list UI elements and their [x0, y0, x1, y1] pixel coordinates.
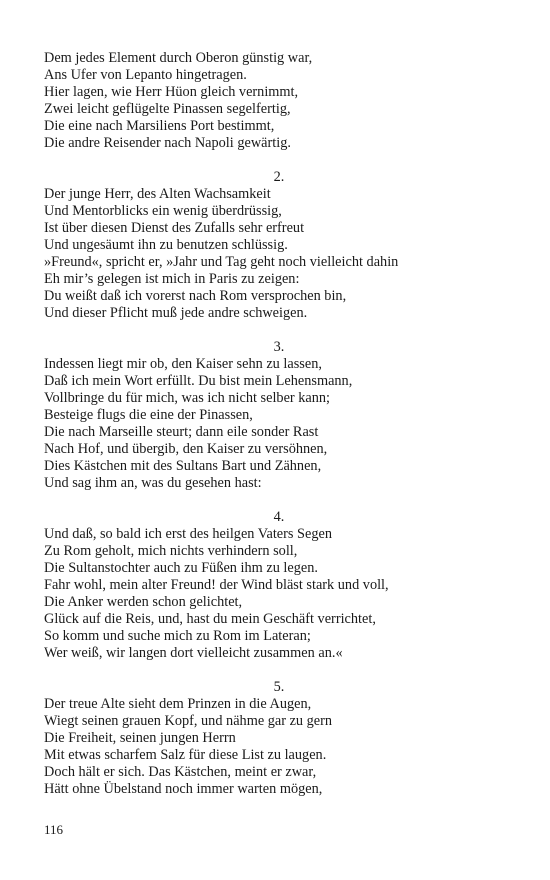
poem-text: [44, 50, 514, 798]
verse-line: Fahr wohl, mein alter Freund! der Wind bläst stark und voll,: [44, 577, 389, 593]
stanza-number: 5.: [273, 679, 285, 695]
stanza-number: 4.: [273, 509, 285, 525]
verse-line: Und sag ihm an, was du gesehen hast:: [44, 475, 262, 491]
verse-line: Der treue Alte sieht dem Prinzen in die Augen,: [44, 696, 312, 712]
verse-line: Die nach Marseille steurt; dann eile sonder Rast: [44, 424, 319, 440]
verse-line: Nach Hof, und übergib, den Kaiser zu versöhnen,: [44, 441, 328, 457]
verse-line: Doch hält er sich. Das Kästchen, meint er zwar,: [44, 764, 317, 780]
verse-line: Und ungesäumt ihn zu benutzen schlüssig.: [44, 237, 288, 253]
verse-line: Besteige flugs die eine der Pinassen,: [44, 407, 253, 423]
page-number: 116: [44, 822, 64, 837]
stanza-continued: [44, 50, 514, 152]
verse-line: Wiegt seinen grauen Kopf, und nähme gar zu gern: [44, 713, 333, 729]
verse-line: Zu Rom geholt, mich nichts verhindern soll,: [44, 543, 298, 559]
stanza-3: [44, 339, 514, 492]
verse-line: Eh mir’s gelegen ist mich in Paris zu zeigen:: [44, 271, 300, 287]
verse-line: Und daß, so bald ich erst des heilgen Vaters Segen: [44, 526, 332, 542]
verse-line: Die Sultanstochter auch zu Füßen ihm zu legen.: [44, 560, 318, 576]
verse-line: Die Anker werden schon gelichtet,: [44, 594, 243, 610]
verse-line: Die Freiheit, seinen jungen Herrn: [44, 730, 236, 746]
verse-line: Du weißt daß ich vorerst nach Rom versprochen bin,: [44, 288, 347, 304]
verse-line: Vollbringe du für mich, was ich nicht selber kann;: [44, 390, 331, 406]
verse-line: Und Mentorblicks ein wenig überdrüssig,: [44, 203, 282, 219]
stanza-2: [44, 169, 514, 322]
verse-line: Hier lagen, wie Herr Hüon gleich vernimmt,: [44, 84, 299, 100]
verse-line: Wer weiß, wir langen dort vielleicht zusammen an.«: [44, 645, 343, 661]
verse-line: Die eine nach Marsiliens Port bestimmt,: [44, 118, 275, 134]
verse-line: Hätt ohne Übelstand noch immer warten mögen,: [44, 781, 323, 797]
verse-line: Zwei leicht geflügelte Pinassen segelfertig,: [44, 101, 291, 117]
verse-line: Dies Kästchen mit des Sultans Bart und Zähnen,: [44, 458, 322, 474]
stanza-5: [44, 679, 514, 798]
stanza-number: 2.: [273, 169, 285, 185]
verse-line: Der junge Herr, des Alten Wachsamkeit: [44, 186, 271, 202]
verse-line: Und dieser Pflicht muß jede andre schweigen.: [44, 305, 308, 321]
verse-line: So komm und suche mich zu Rom im Lateran;: [44, 628, 311, 644]
verse-line: »Freund«, spricht er, »Jahr und Tag geht noch vielleicht dahin: [44, 254, 399, 270]
stanza-4: [44, 509, 514, 662]
verse-line: Ist über diesen Dienst des Zufalls sehr erfreut: [44, 220, 305, 236]
verse-line: Daß ich mein Wort erfüllt. Du bist mein Lehensmann,: [44, 373, 353, 389]
verse-line: Indessen liegt mir ob, den Kaiser sehn zu lassen,: [44, 356, 322, 372]
verse-line: Dem jedes Element durch Oberon günstig war,: [44, 50, 313, 66]
verse-line: Glück auf die Reis, und, hast du mein Geschäft verrichtet,: [44, 611, 376, 627]
verse-line: Ans Ufer von Lepanto hingetragen.: [44, 67, 247, 83]
verse-line: Die andre Reisender nach Napoli gewärtig.: [44, 135, 291, 151]
stanza-number: 3.: [273, 339, 285, 355]
verse-line: Mit etwas scharfem Salz für diese List zu laugen.: [44, 747, 327, 763]
